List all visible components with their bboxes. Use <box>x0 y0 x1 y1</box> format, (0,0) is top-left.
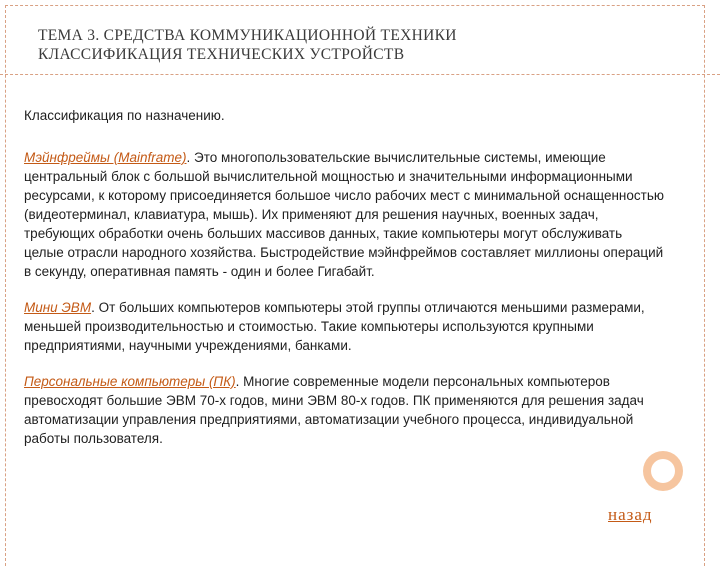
text-mini-computer: . От больших компьютеров компьютеры этой группы отличаются меньшими размерами, меньшей производительностью и стоимостью. Такие компьютеры используются крупными предприятиями, научными учреждениями, банками. <box>24 300 645 353</box>
slide-body <box>24 106 664 465</box>
term-mini-computer: Мини ЭВМ <box>24 300 92 315</box>
decorative-circle-icon <box>643 451 683 491</box>
paragraph-personal-computer <box>24 372 664 448</box>
text-personal-computer: . Многие современные модели персональных компьютеров превосходят большие ЭВМ 70-х годов, мини ЭВМ 80-х годов. ПК применяются для решения задач автоматизации управления предприятиями, автоматизации учебного процесса, индивидуальной работы пользователя. <box>24 374 644 446</box>
slide-title <box>38 26 678 64</box>
section-heading: Классификация по назначению. <box>24 108 225 123</box>
title-line-2: КЛАССИФИКАЦИЯ ТЕХНИЧЕСКИХ УСТРОЙСТВ <box>38 46 405 63</box>
term-mainframe: Мэйнфреймы (Mainframe) <box>24 150 187 165</box>
text-mainframe: . Это многопользовательские вычислительные системы, имеющие центральный блок с большой вычислительной мощностью и значительными информационными ресурсами, к которому присоединяется большое число рабочих мест с минимальной оснащенностью (видеотерминал, клавиатура, мышь). Их применяют для решения научных, военных задач, требующих обработки очень больших массивов данных, такие компьютеры могут обслуживать целые отрасли народного хозяйства. Быстродействие мэйнфреймов составляет миллионы операций в секунду, оперативная память - один и более Гигабайт. <box>24 150 664 279</box>
paragraph-mini-computer <box>24 298 664 355</box>
back-link[interactable]: назад <box>608 505 653 524</box>
title-divider <box>0 74 720 76</box>
title-line-1: ТЕМА 3. СРЕДСТВА КОММУНИКАЦИОННОЙ ТЕХНИКИ <box>38 27 457 44</box>
term-personal-computer: Персональные компьютеры (ПК) <box>24 374 236 389</box>
paragraph-mainframe <box>24 148 664 281</box>
